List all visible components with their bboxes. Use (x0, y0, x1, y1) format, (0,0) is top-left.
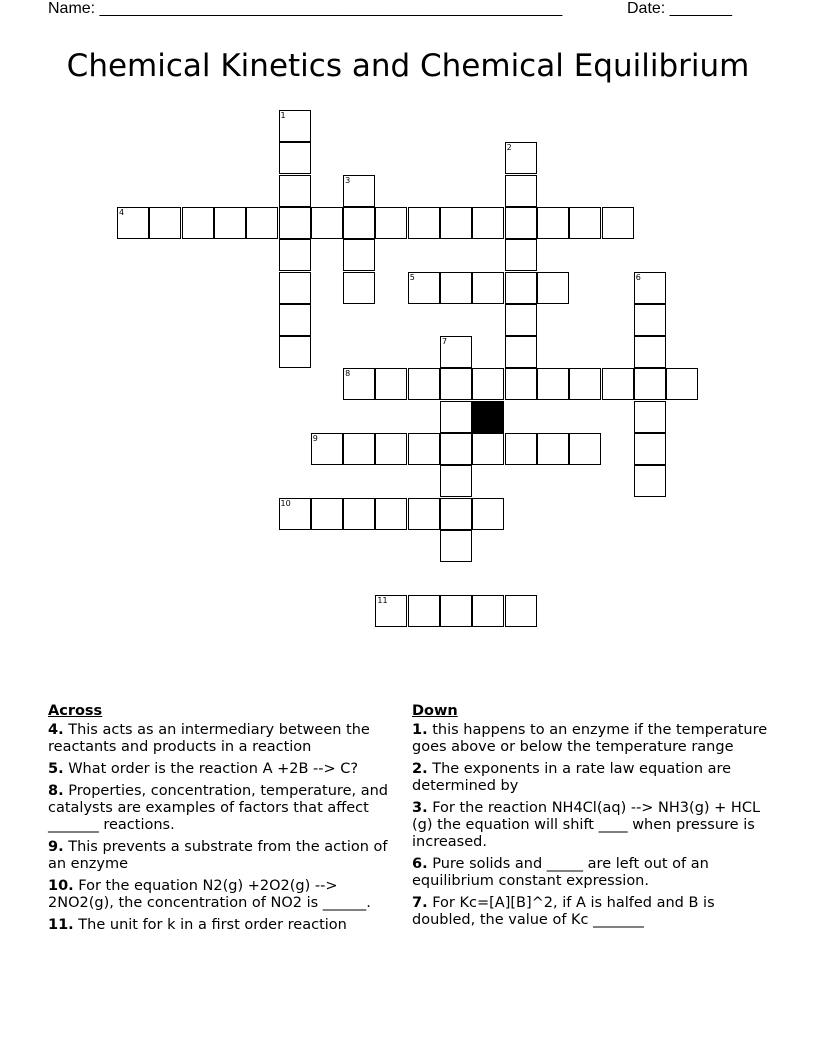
across-clues (48, 703, 404, 939)
grid-cell[interactable] (408, 595, 440, 627)
cell-number: 4 (119, 207, 125, 217)
grid-cell[interactable] (279, 142, 311, 174)
grid-cell[interactable] (602, 207, 634, 239)
grid-cell[interactable] (440, 465, 472, 497)
cell-number: 10 (280, 498, 291, 508)
cell-number: 6 (635, 272, 641, 282)
clue-number: 10. (48, 878, 74, 894)
grid-cell[interactable] (375, 368, 407, 400)
grid-cell[interactable] (182, 207, 214, 239)
grid-cell[interactable] (408, 433, 440, 465)
grid-cell[interactable] (117, 207, 149, 239)
cell-number: 2 (506, 143, 512, 153)
grid-cell[interactable] (440, 207, 472, 239)
clue-text: Properties, concentration, temperature, and catalysts are examples of factors that affect _______ reactions. (48, 783, 388, 833)
grid-cell[interactable] (505, 142, 537, 174)
cell-number: 5 (409, 272, 415, 282)
down-clue (412, 856, 768, 890)
grid-cell[interactable] (343, 175, 375, 207)
grid-cell[interactable] (440, 272, 472, 304)
grid-cell[interactable] (634, 465, 666, 497)
across-clue (48, 722, 404, 756)
grid-cell[interactable] (602, 368, 634, 400)
grid-cell[interactable] (537, 368, 569, 400)
grid-cell[interactable] (505, 304, 537, 336)
grid-cell[interactable] (505, 595, 537, 627)
grid-cell[interactable] (440, 336, 472, 368)
grid-cell[interactable] (472, 368, 504, 400)
clue-text: For Kc=[A][B]^2, if A is halfed and B is doubled, the value of Kc _______ (412, 895, 715, 928)
clue-text: Pure solids and _____ are left out of an equilibrium constant expression. (412, 856, 709, 889)
down-clue (412, 895, 768, 929)
grid-cell[interactable] (279, 304, 311, 336)
clue-number: 5. (48, 761, 64, 777)
clue-number: 6. (412, 856, 428, 872)
grid-cell[interactable] (311, 498, 343, 530)
clue-text: The unit for k in a first order reaction (78, 917, 347, 933)
grid-cell[interactable] (569, 368, 601, 400)
grid-cell[interactable] (375, 433, 407, 465)
grid-cell[interactable] (246, 207, 278, 239)
grid-cell[interactable] (634, 272, 666, 304)
clue-number: 11. (48, 917, 74, 933)
across-clue (48, 878, 404, 912)
clue-number: 3. (412, 800, 428, 816)
grid-cell[interactable] (472, 272, 504, 304)
grid-cell[interactable] (408, 498, 440, 530)
grid-cell[interactable] (279, 239, 311, 271)
down-clue (412, 761, 768, 795)
clue-number: 7. (412, 895, 428, 911)
across-clue (48, 917, 404, 934)
grid-cell[interactable] (505, 433, 537, 465)
grid-cell[interactable] (537, 433, 569, 465)
grid-cell[interactable] (505, 207, 537, 239)
cell-number: 9 (312, 434, 318, 443)
grid-cell[interactable] (505, 272, 537, 304)
grid-cell[interactable] (505, 368, 537, 400)
grid-cell[interactable] (408, 207, 440, 239)
grid-cell[interactable] (440, 433, 472, 465)
clue-number: 1. (412, 722, 428, 738)
grid-cell[interactable] (311, 207, 343, 239)
grid-cell[interactable] (440, 595, 472, 627)
grid-cell[interactable] (634, 433, 666, 465)
grid-cell[interactable] (472, 207, 504, 239)
cell-number: 8 (345, 369, 351, 379)
across-clue-list (48, 722, 404, 934)
grid-cell[interactable] (537, 272, 569, 304)
grid-cell[interactable] (375, 498, 407, 530)
grid-cell[interactable] (666, 368, 698, 400)
cell-number: 1 (280, 111, 286, 120)
grid-cell[interactable] (214, 207, 246, 239)
grid-cell[interactable] (472, 595, 504, 627)
grid-cell[interactable] (472, 433, 504, 465)
grid-cell[interactable] (343, 498, 375, 530)
blocked-cell (472, 401, 504, 433)
grid-cell[interactable] (440, 498, 472, 530)
grid-cell[interactable] (569, 207, 601, 239)
clue-text: For the equation N2(g) +2O2(g) --> 2NO2(g), the concentration of NO2 is ______. (48, 878, 371, 911)
grid-cell[interactable] (408, 368, 440, 400)
grid-cell[interactable] (472, 498, 504, 530)
grid-cell[interactable] (375, 595, 407, 627)
clue-text: For the reaction NH4Cl(aq) --> NH3(g) + HCL (g) the equation will shift ____ when pressure is increased. (412, 800, 761, 850)
grid-cell[interactable] (634, 368, 666, 400)
across-clue (48, 839, 404, 873)
down-clue (412, 800, 768, 851)
clue-number: 4. (48, 722, 64, 738)
grid-cell[interactable] (279, 272, 311, 304)
down-clues (412, 703, 768, 934)
across-clue (48, 761, 404, 778)
date-field[interactable]: Date: _______ (627, 0, 732, 17)
grid-cell[interactable] (343, 433, 375, 465)
clue-text: This acts as an intermediary between the reactants and products in a reaction (48, 722, 370, 755)
grid-cell[interactable] (343, 272, 375, 304)
grid-cell[interactable] (343, 239, 375, 271)
grid-cell[interactable] (634, 336, 666, 368)
grid-cell[interactable] (375, 207, 407, 239)
grid-cell[interactable] (408, 272, 440, 304)
name-field[interactable]: Name: ____________________________________________________ (48, 0, 563, 17)
clue-text: The exponents in a rate law equation are determined by (412, 761, 732, 794)
clue-number: 8. (48, 783, 64, 799)
grid-cell[interactable] (634, 304, 666, 336)
clue-text: What order is the reaction A +2B --> C? (68, 761, 359, 777)
grid-cell[interactable] (440, 530, 472, 562)
grid-cell[interactable] (440, 401, 472, 433)
grid-cell[interactable] (279, 110, 311, 142)
grid-cell[interactable] (279, 175, 311, 207)
grid-cell[interactable] (505, 336, 537, 368)
down-clue (412, 722, 768, 756)
across-clue (48, 783, 404, 834)
clue-text: this happens to an enzyme if the temperature goes above or below the temperature range (412, 722, 768, 755)
clue-number: 9. (48, 839, 64, 855)
grid-cell[interactable] (440, 368, 472, 400)
across-heading: Across (48, 703, 103, 719)
grid-cell[interactable] (311, 433, 343, 465)
grid-cell[interactable] (149, 207, 181, 239)
clue-text: This prevents a substrate from the action of an enzyme (48, 839, 388, 872)
down-clue-list (412, 722, 768, 929)
clue-number: 2. (412, 761, 428, 777)
cell-number: 11 (377, 595, 388, 605)
grid-cell[interactable] (343, 207, 375, 239)
down-heading: Down (412, 703, 458, 719)
grid-cell[interactable] (279, 207, 311, 239)
grid-cell[interactable] (279, 498, 311, 530)
page-title: Chemical Kinetics and Chemical Equilibrium (66, 48, 750, 84)
grid-cell[interactable] (505, 175, 537, 207)
grid-cell[interactable] (279, 336, 311, 368)
grid-cell[interactable] (343, 368, 375, 400)
grid-cell[interactable] (505, 239, 537, 271)
grid-cell[interactable] (634, 401, 666, 433)
cell-number: 3 (345, 175, 351, 185)
cell-number: 7 (442, 337, 448, 347)
grid-cell[interactable] (537, 207, 569, 239)
grid-cell[interactable] (569, 433, 601, 465)
